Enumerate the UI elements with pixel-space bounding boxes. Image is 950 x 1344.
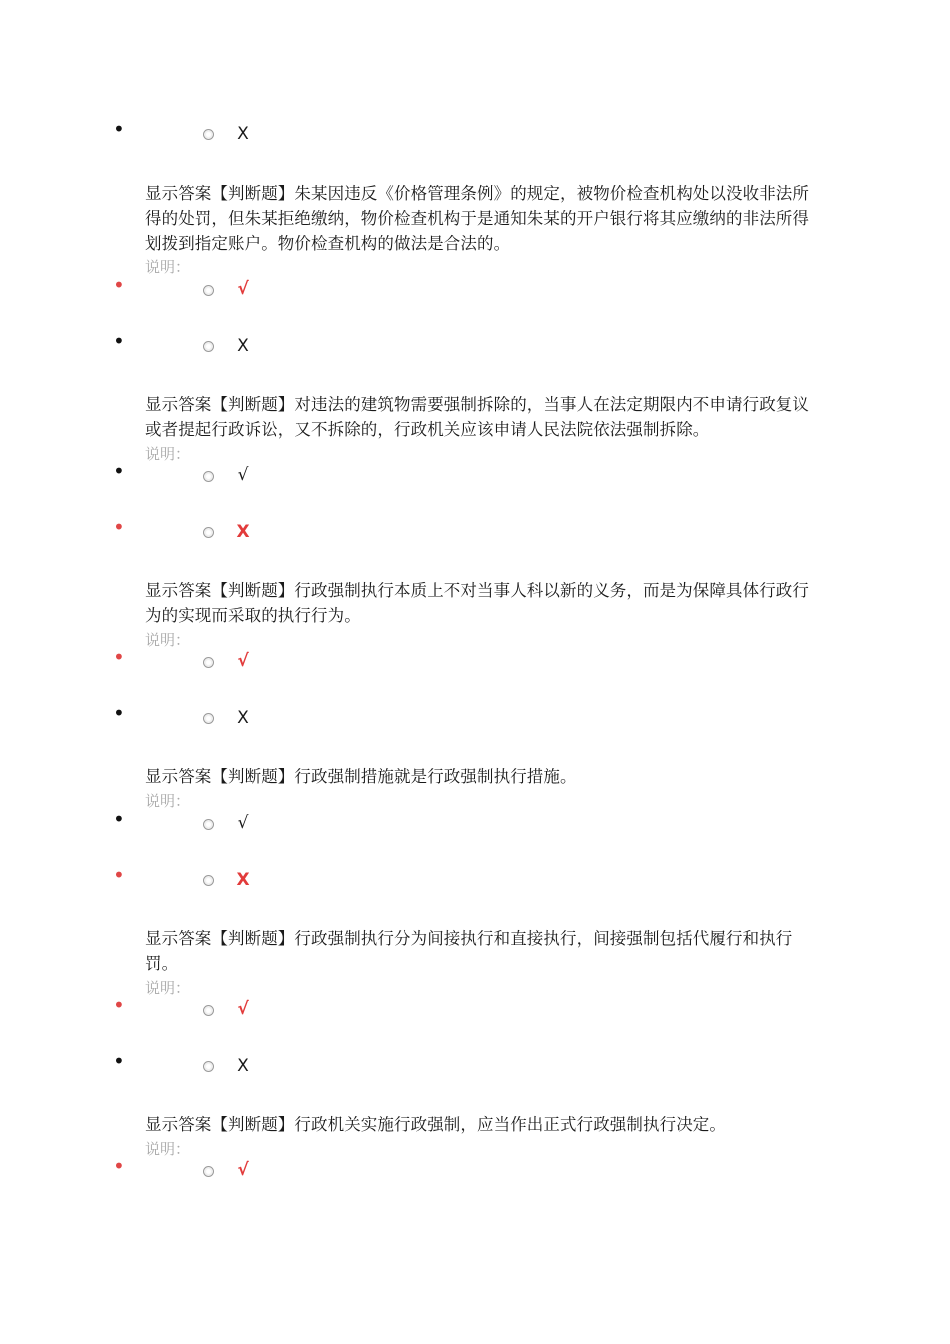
true-mark: √ bbox=[237, 651, 249, 671]
list-bullet: • bbox=[113, 515, 125, 539]
note-label: 说明： bbox=[145, 258, 191, 276]
radio-option-true[interactable] bbox=[203, 1166, 214, 1177]
true-mark: √ bbox=[237, 279, 249, 299]
radio-option-false[interactable] bbox=[203, 1061, 214, 1072]
note-label: 说明： bbox=[145, 792, 191, 810]
list-bullet: • bbox=[113, 459, 125, 483]
note-label: 说明： bbox=[145, 979, 191, 997]
list-bullet: • bbox=[113, 645, 125, 669]
radio-option-false[interactable] bbox=[203, 713, 214, 724]
list-bullet: • bbox=[113, 117, 125, 141]
false-mark: X bbox=[237, 336, 249, 356]
radio-option-false[interactable] bbox=[203, 129, 214, 140]
list-bullet: • bbox=[113, 701, 125, 725]
list-bullet: • bbox=[113, 863, 125, 887]
list-bullet: • bbox=[113, 273, 125, 297]
radio-option-false[interactable] bbox=[203, 875, 214, 886]
question-text: 显示答案【判断题】行政机关实施行政强制，应当作出正式行政强制执行决定。 bbox=[145, 1115, 726, 1134]
true-mark: √ bbox=[237, 999, 249, 1019]
radio-option-false[interactable] bbox=[203, 527, 214, 538]
question-text: 显示答案【判断题】朱某因违反《价格管理条例》的规定，被物价检查机构处以没收非法所得的处罚，但朱某拒绝缴纳，物价检查机构于是通知朱某的开户银行将其应缴纳的非法所得划拨到指定账户。物价检查机构的做法是合法的。 bbox=[145, 184, 809, 253]
true-mark: √ bbox=[237, 1160, 249, 1180]
list-bullet: • bbox=[113, 1154, 125, 1178]
true-mark: √ bbox=[237, 465, 249, 485]
list-bullet: • bbox=[113, 329, 125, 353]
note-label: 说明： bbox=[145, 445, 191, 463]
radio-option-true[interactable] bbox=[203, 285, 214, 296]
false-mark: X bbox=[236, 870, 250, 890]
radio-option-false[interactable] bbox=[203, 341, 214, 352]
false-mark: X bbox=[237, 124, 249, 144]
list-bullet: • bbox=[113, 807, 125, 831]
false-mark: X bbox=[236, 522, 250, 542]
radio-option-true[interactable] bbox=[203, 1005, 214, 1016]
radio-option-true[interactable] bbox=[203, 471, 214, 482]
note-label: 说明： bbox=[145, 631, 191, 649]
list-bullet: • bbox=[113, 1049, 125, 1073]
list-bullet: • bbox=[113, 993, 125, 1017]
false-mark: X bbox=[237, 708, 249, 728]
true-mark: √ bbox=[237, 813, 249, 833]
false-mark: X bbox=[237, 1056, 249, 1076]
question-text: 显示答案【判断题】行政强制措施就是行政强制执行措施。 bbox=[145, 767, 577, 786]
question-text: 显示答案【判断题】行政强制执行分为间接执行和直接执行，间接强制包括代履行和执行罚。 bbox=[145, 929, 793, 973]
radio-option-true[interactable] bbox=[203, 657, 214, 668]
radio-option-true[interactable] bbox=[203, 819, 214, 830]
question-text: 显示答案【判断题】对违法的建筑物需要强制拆除的，当事人在法定期限内不申请行政复议或者提起行政诉讼，又不拆除的，行政机关应该申请人民法院依法强制拆除。 bbox=[145, 395, 809, 439]
note-label: 说明： bbox=[145, 1140, 191, 1158]
question-text: 显示答案【判断题】行政强制执行本质上不对当事人科以新的义务，而是为保障具体行政行为的实现而采取的执行行为。 bbox=[145, 581, 809, 625]
